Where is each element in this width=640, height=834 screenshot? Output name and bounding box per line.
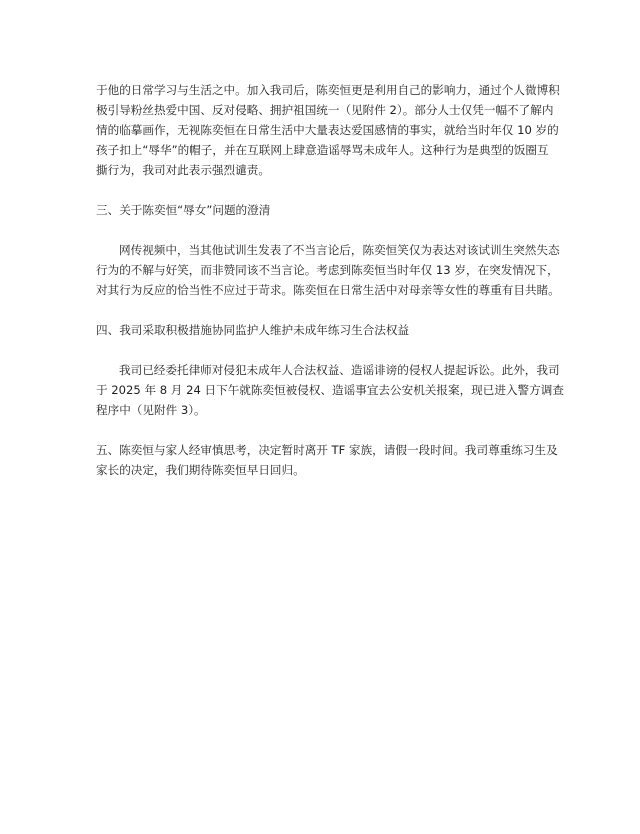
paragraph-line: 对其行为反应的恰当性不应过于苛求。陈奕恒在日常生活中对母亲等女性的尊重有目共睹。 (96, 283, 560, 297)
paragraph-continuation (96, 80, 560, 180)
paragraph-line: 我司已经委托律师对侵犯未成年人合法权益、造谣诽谤的侵权人提起诉讼。此外，我司 (119, 363, 560, 377)
paragraph-line: 家长的决定，我们期待陈奕恒早日回归。 (96, 463, 305, 477)
spacer (96, 340, 556, 360)
spacer (96, 300, 556, 320)
paragraph-line: 于他的日常学习与生活之中。加入我司后，陈奕恒更是利用自己的影响力，通过个人微博积 (96, 83, 560, 97)
paragraph-line: 情的临摹画作，无视陈奕恒在日常生活中大量表达爱国感情的事实，就给当时年仅 10 岁的 (96, 123, 559, 137)
paragraph-line: 极引导粉丝热爱中国、反对侵略、拥护祖国统一（见附件 2）。部分人士仅凭一幅不了解内 (96, 103, 554, 117)
paragraph-line: 于 2025 年 8 月 24 日下午就陈奕恒被侵权、造谣事宜去公安机关报案，现已进入警方调查 (96, 383, 564, 397)
paragraph-line: 孩子扣上“辱华”的帽子，并在互联网上肆意造谣辱骂未成年人。这种行为是典型的饭圈互 (96, 143, 549, 157)
paragraph-line: 撕行为，我司对此表示强烈谴责。 (96, 163, 270, 177)
spacer (96, 220, 556, 240)
section-3-paragraph (96, 240, 560, 300)
spacer (96, 180, 556, 200)
paragraph-line: 网传视频中，当其他试训生发表了不当言论后，陈奕恒笑仅为表达对该试训生突然失态 (119, 243, 560, 257)
section-4-heading: 四、我司采取积极措施协同监护人维护未成年练习生合法权益 (96, 323, 410, 337)
section-3-heading: 三、关于陈奕恒“辱女”问题的澄清 (96, 203, 271, 217)
document-body (96, 80, 564, 480)
spacer (96, 420, 556, 440)
paragraph-line: 行为的不解与好笑，而非赞同该不当言论。考虑到陈奕恒当时年仅 13 岁，在突发情况下， (96, 263, 559, 277)
paragraph-line: 程序中（见附件 3）。 (96, 403, 206, 417)
paragraph-line: 五、陈奕恒与家人经审慎思考，决定暂时离开 TF 家族，请假一段时间。我司尊重练习生及 (96, 443, 558, 457)
section-5-paragraph (96, 440, 556, 480)
section-4-paragraph (96, 360, 564, 420)
